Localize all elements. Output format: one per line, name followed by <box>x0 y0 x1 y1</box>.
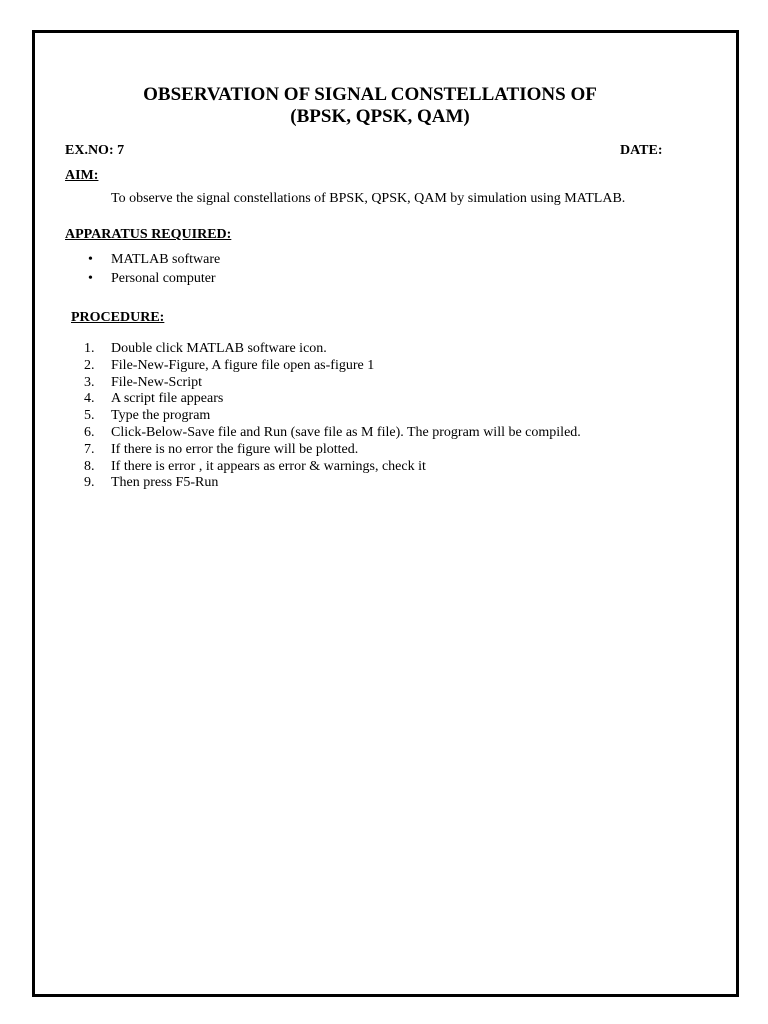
aim-heading: AIM: <box>65 168 99 183</box>
ex-no-label: EX.NO: 7 <box>65 143 125 158</box>
procedure-step <box>84 375 581 392</box>
procedure-step <box>84 408 581 425</box>
step-number: 4. <box>84 391 95 407</box>
step-text: Click-Below-Save file and Run (save file as M file). The program will be compiled. <box>111 424 581 440</box>
apparatus-item <box>86 251 220 270</box>
procedure-step <box>84 475 581 492</box>
step-text: Then press F5-Run <box>111 475 219 491</box>
bullet-icon: • <box>88 252 93 267</box>
step-number: 3. <box>84 374 95 390</box>
procedure-step <box>84 358 581 375</box>
step-text: If there is error , it appears as error & warnings, check it <box>111 458 426 474</box>
step-text: File-New-Script <box>111 374 202 390</box>
apparatus-item <box>86 270 220 289</box>
step-number: 2. <box>84 357 95 373</box>
document-title-line-1: OBSERVATION OF SIGNAL CONSTELLATIONS OF <box>143 84 597 105</box>
procedure-step <box>84 459 581 476</box>
procedure-step <box>84 425 581 442</box>
step-text: If there is no error the figure will be plotted. <box>111 441 359 457</box>
aim-text: To observe the signal constellations of BPSK, QPSK, QAM by simulation using MATLAB. <box>111 191 626 206</box>
step-text: A script file appears <box>111 391 224 407</box>
procedure-step <box>84 341 581 358</box>
step-number: 7. <box>84 441 95 457</box>
step-number: 9. <box>84 475 95 491</box>
bullet-icon: • <box>88 270 93 286</box>
step-text: Type the program <box>111 408 211 424</box>
step-number: 8. <box>84 458 95 474</box>
step-number: 1. <box>84 341 95 356</box>
procedure-steps <box>84 341 581 492</box>
apparatus-item-label: MATLAB software <box>111 252 221 267</box>
date-label: DATE: <box>620 143 663 158</box>
procedure-step <box>84 442 581 459</box>
procedure-heading: PROCEDURE: <box>71 310 165 325</box>
step-text: Double click MATLAB software icon. <box>111 341 327 356</box>
document-title-line-2: (BPSK, QPSK, QAM) <box>290 106 470 127</box>
step-number: 5. <box>84 408 95 424</box>
page-border <box>32 30 739 997</box>
step-text: File-New-Figure, A figure file open as-figure 1 <box>111 357 375 373</box>
apparatus-item-label: Personal computer <box>111 270 216 286</box>
step-number: 6. <box>84 424 95 440</box>
procedure-step <box>84 391 581 408</box>
apparatus-list <box>86 251 220 288</box>
apparatus-heading: APPARATUS REQUIRED: <box>65 227 232 242</box>
